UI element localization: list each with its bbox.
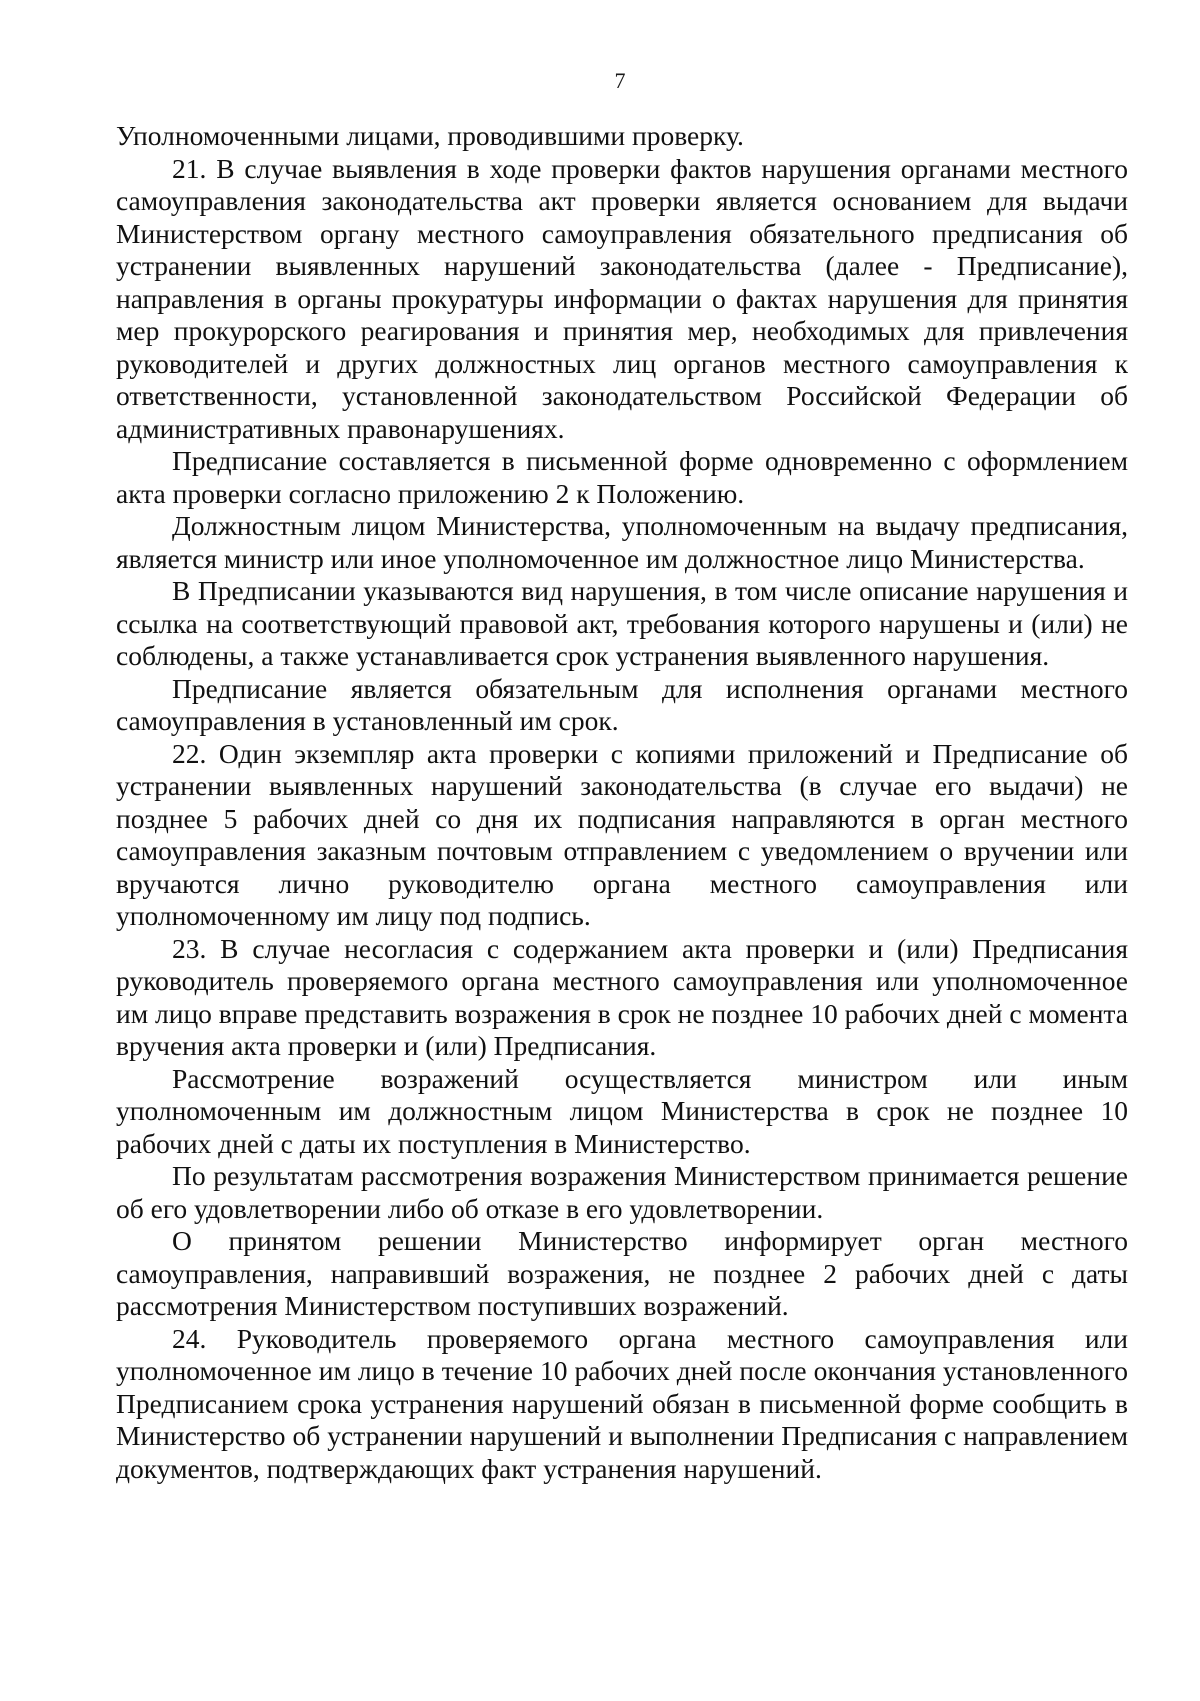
paragraph-decision-notice: О принятом решении Министерство информирует орган местного самоуправления, направивший возражения, не позднее 2 рабочих дней с даты рассмотрения Министерством поступивших возражений.	[116, 1225, 1128, 1321]
paragraph-prescription-form: Предписание составляется в письменной форме одновременно с оформлением акта проверки согласно приложению 2 к Положению.	[116, 445, 1128, 509]
paragraph-prescription-mandatory: Предписание является обязательным для исполнения органами местного самоуправления в установленный им срок.	[116, 672, 1128, 736]
paragraph-item-23: 23. В случае несогласия с содержанием акта проверки и (или) Предписания руководитель проверяемого органа местного самоуправления или уполномоченное им лицо вправе представить возражения в срок не позднее 10 рабочих дней с момента вручения акта проверки и (или) Предписания.	[116, 932, 1128, 1061]
paragraph-authorized-official: Должностным лицом Министерства, уполномоченным на выдачу предписания, является министр или иное уполномоченное им должностное лицо Министерства.	[116, 510, 1128, 574]
document-body	[116, 120, 1128, 1485]
paragraph-objection-review: Рассмотрение возражений осуществляется министром или иным уполномоченным им должностным лицом Министерства в срок не позднее 10 рабочих дней с даты их поступления в Министерство.	[116, 1062, 1128, 1159]
paragraph-item-22: 22. Один экземпляр акта проверки с копиями приложений и Предписание об устранении выявленных нарушений законодательства (в случае его выдачи) не позднее 5 рабочих дней со дня их подписания направляются в орган местного самоуправления заказным почтовым отправлением с уведомлением о вручении или вручаются лично руководителю органа местного самоуправления или уполномоченному им лицу под подпись.	[116, 737, 1128, 931]
paragraph-prescription-content: В Предписании указываются вид нарушения, в том числе описание нарушения и ссылка на соответствующий правовой акт, требования которого нарушены и (или) не соблюдены, а также устанавливается срок устранения выявленного нарушения.	[116, 575, 1128, 671]
paragraph-item-24: 24. Руководитель проверяемого органа местного самоуправления или уполномоченное им лицо в течение 10 рабочих дней после окончания установленного Предписанием срока устранения нарушений обязан в письменной форме сообщить в Министерство об устранении нарушений и выполнении Предписания с направлением документов, подтверждающих факт устранения нарушений.	[116, 1322, 1128, 1484]
page-number: 7	[614, 68, 626, 93]
paragraph-objection-decision: По результатам рассмотрения возражения Министерством принимается решение об его удовлетворении либо об отказе в его удовлетворении.	[116, 1160, 1128, 1224]
paragraph-item-21: 21. В случае выявления в ходе проверки фактов нарушения органами местного самоуправления законодательства акт проверки является основанием для выдачи Министерством органу местного самоуправления обязательного предписания об устранении выявленных нарушений законодательства (далее - Предписание), направления в органы прокуратуры информации о фактах нарушения для принятия мер прокурорского реагирования и принятия мер, необходимых для привлечения руководителей и других должностных лиц органов местного самоуправления к ответственности, установленной законодательством Российской Федерации об административных правонарушениях.	[116, 152, 1128, 444]
paragraph-continuation: Уполномоченными лицами, проводившими проверку.	[116, 120, 744, 151]
